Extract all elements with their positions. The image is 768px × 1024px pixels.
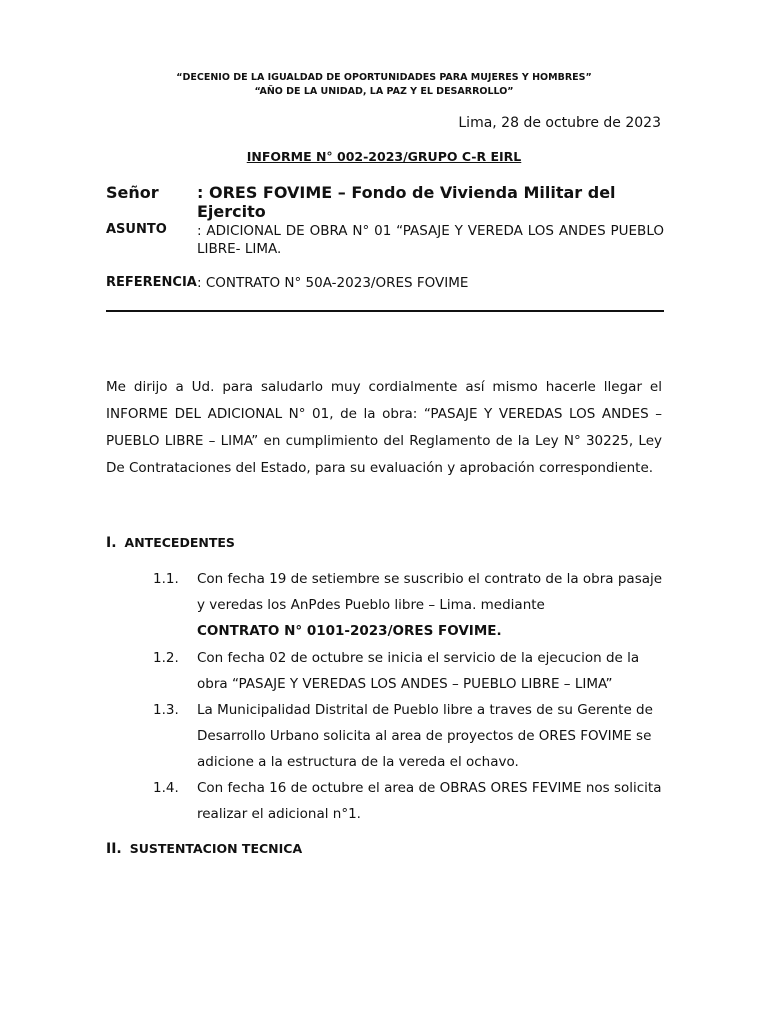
section-number: II. (106, 841, 122, 857)
senor-value: : ORES FOVIME – Fondo de Vivienda Militar del Ejercito (197, 183, 616, 221)
informe-title: INFORME N° 002-2023/GRUPO C-R EIRL (246, 149, 522, 164)
decenio-line-1: “DECENIO DE LA IGUALDAD DE OPORTUNIDADES PARA MUJERES Y HOMBRES” (176, 72, 592, 83)
list-item-number: 1.3. (153, 702, 179, 718)
list-item-text (197, 566, 663, 644)
section-number: I. (106, 535, 117, 551)
referencia-value: : CONTRATO N° 50A-2023/ORES FOVIME (197, 275, 469, 291)
list-item-number: 1.1. (153, 571, 179, 587)
section-sustentacion-heading (106, 841, 302, 857)
section-antecedentes-heading (106, 535, 235, 551)
list-item-number: 1.2. (153, 650, 179, 666)
decenio-line-2: “AÑO DE LA UNIDAD, LA PAZ Y EL DESARROLLO” (254, 86, 514, 97)
list-item-text: La Municipalidad Distrital de Pueblo libre a traves de su Gerente de Desarrollo Urbano solicita al area de proyectos de ORES FOVIME se adicione a la estructura de la vereda el ochavo. (197, 702, 653, 770)
senor-label: Señor (106, 183, 159, 202)
header-divider (106, 310, 664, 312)
list-item-text: Con fecha 02 de octubre se inicia el servicio de la ejecucion de la obra “PASAJE Y VEREDAS LOS ANDES – PUEBLO LIBRE – LIMA” (197, 650, 640, 692)
asunto-label: ASUNTO (106, 222, 167, 237)
section-title: SUSTENTACION TECNICA (129, 841, 303, 856)
intro-paragraph: Me dirijo a Ud. para saludarlo muy cordialmente así mismo hacerle llegar el INFORME DEL ADICIONAL N° 01, de la obra: “PASAJE Y VEREDAS LOS ANDES – PUEBLO LIBRE – LIMA” en cumplimiento del Reglamento de la Ley N° 30225, Ley De Contrataciones del Estado, para su evaluación y aprobación correspondiente. (106, 379, 662, 476)
list-item-bold: CONTRATO N° 0101-2023/ORES FOVIME. (197, 623, 502, 639)
list-item-body: Con fecha 19 de setiembre se suscribio el contrato de la obra pasaje y veredas los AnPdes Pueblo libre – Lima. mediante (197, 571, 663, 613)
list-item-text: Con fecha 16 de octubre el area de OBRAS ORES FEVIME nos solicita realizar el adicional n°1. (197, 780, 662, 822)
document-date: Lima, 28 de octubre de 2023 (458, 115, 661, 131)
section-title: ANTECEDENTES (124, 535, 235, 550)
asunto-value: : ADICIONAL DE OBRA N° 01 “PASAJE Y VEREDA LOS ANDES PUEBLO LIBRE- LIMA. (197, 223, 664, 257)
referencia-label: REFERENCIA (106, 275, 197, 290)
list-item-number: 1.4. (153, 780, 179, 796)
